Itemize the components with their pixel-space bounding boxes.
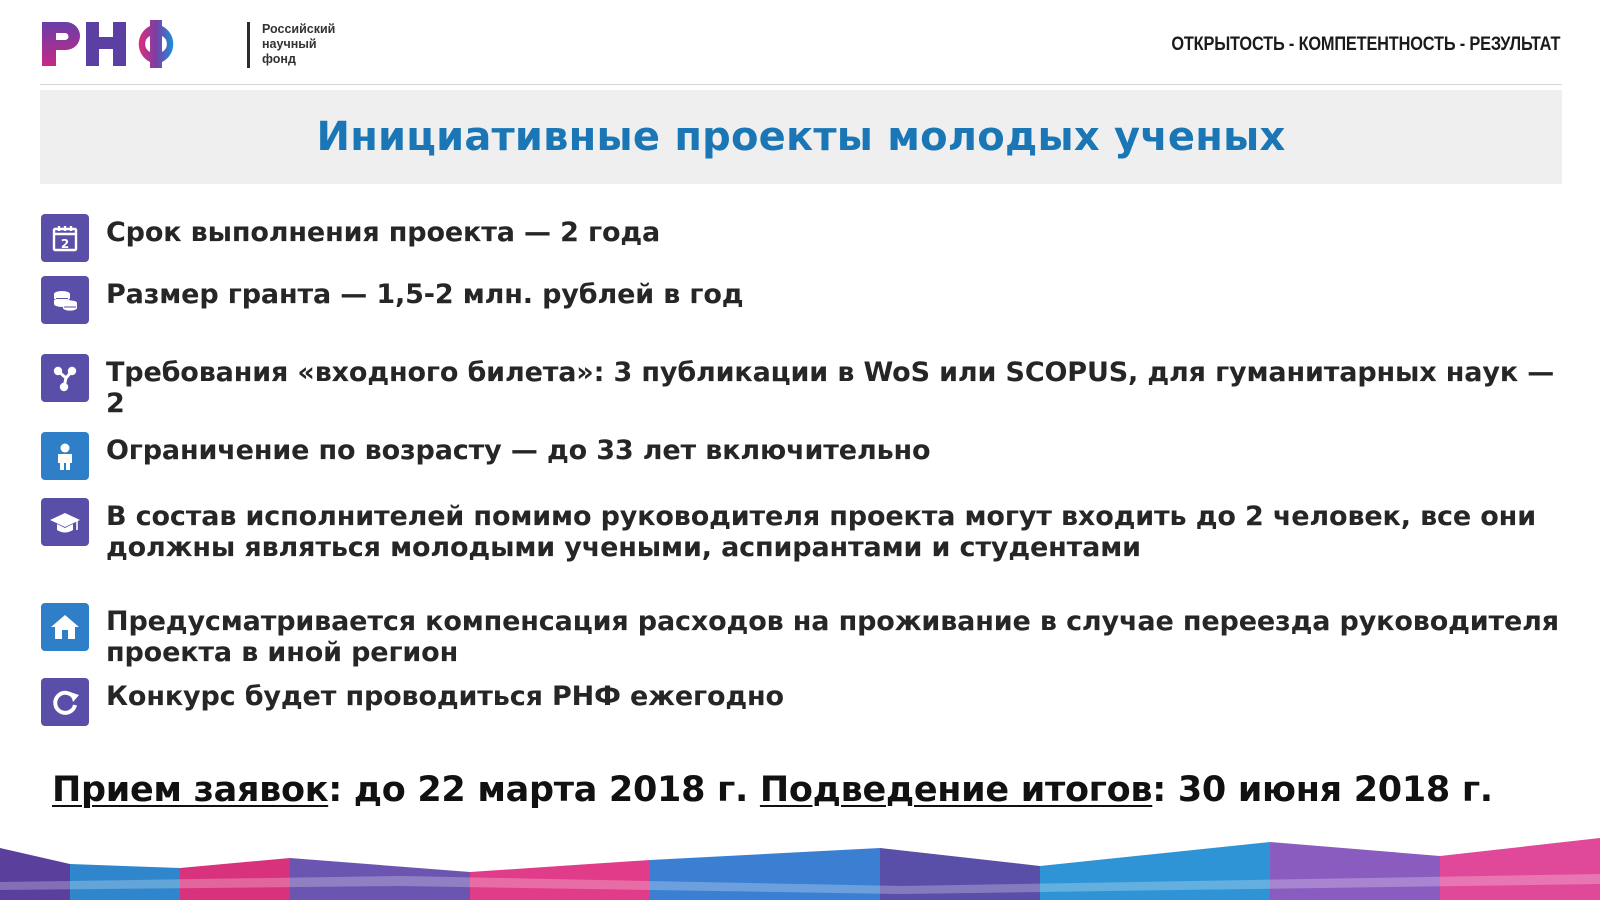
logo-caption-line: научный bbox=[262, 37, 317, 51]
item-text: Срок выполнения проекта — 2 года bbox=[106, 217, 661, 248]
refresh-icon bbox=[41, 678, 89, 726]
results-label: Подведение итогов bbox=[759, 770, 1153, 810]
info-list bbox=[40, 0, 1580, 740]
applications-label: Прием заявок bbox=[52, 770, 329, 810]
results-date: : 30 июня 2018 г. bbox=[1152, 770, 1493, 810]
svg-text:2: 2 bbox=[60, 237, 70, 251]
deadline-line bbox=[52, 770, 1493, 810]
calendar-icon bbox=[41, 214, 89, 262]
house-icon bbox=[41, 603, 89, 651]
item-text: Конкурс будет проводиться РНФ ежегодно bbox=[106, 681, 784, 712]
logo-caption-line: Российский bbox=[262, 22, 336, 36]
network-icon bbox=[41, 354, 89, 402]
item-text: В состав исполнителей помимо руководителя проекта могут входить до 2 человек, все они должны являться молодыми учеными, аспирантами и студентами bbox=[106, 501, 1536, 563]
graduation-cap-icon bbox=[41, 498, 89, 546]
item-text: Ограничение по возрасту — до 33 лет включительно bbox=[106, 435, 931, 466]
logo-caption-line: фонд bbox=[262, 52, 296, 66]
motto: ОТКРЫТОСТЬ - КОМПЕТЕНТНОСТЬ - РЕЗУЛЬТАТ bbox=[1171, 34, 1560, 55]
decorative-wave-footer bbox=[0, 820, 1600, 900]
item-text: Размер гранта — 1,5-2 млн. рублей в год bbox=[106, 279, 744, 310]
item-text: Требования «входного билета»: 3 публикации в WoS или SCOPUS, для гуманитарных наук — 2 bbox=[106, 357, 1555, 419]
applications-date: : до 22 марта 2018 г. bbox=[328, 770, 749, 810]
item-text: Предусматривается компенсация расходов на проживание в случае переезда руководителя проекта в иной регион bbox=[106, 606, 1559, 668]
page-title: Инициативные проекты молодых ученых bbox=[316, 114, 1286, 160]
person-icon bbox=[41, 432, 89, 480]
coins-icon bbox=[41, 276, 89, 324]
